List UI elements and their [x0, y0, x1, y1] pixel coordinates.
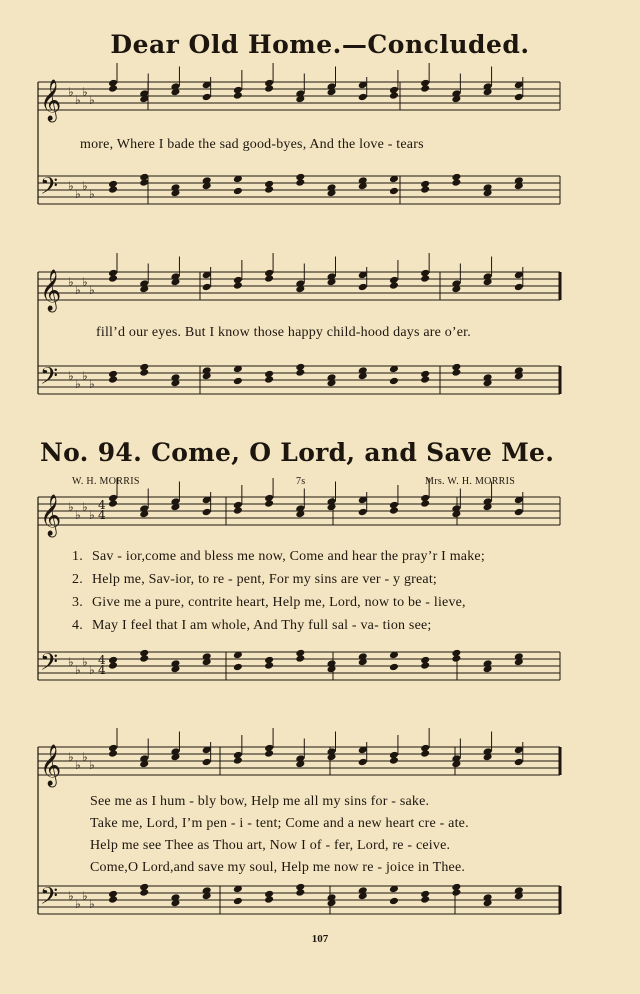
svg-text:♭: ♭ — [75, 93, 81, 107]
svg-text:𝄞: 𝄞 — [40, 80, 62, 121]
svg-text:♭: ♭ — [68, 85, 74, 99]
svg-text:♭: ♭ — [89, 663, 95, 677]
svg-text:4: 4 — [98, 498, 106, 512]
verse-number: 3. — [72, 595, 83, 610]
svg-text:♭: ♭ — [89, 758, 95, 772]
svg-text:𝄢: 𝄢 — [40, 648, 59, 681]
svg-text:♭: ♭ — [75, 508, 81, 522]
svg-text:♭: ♭ — [82, 275, 88, 289]
verse-line: Come,O Lord,and save my soul, Help me now re - joice in Thee. — [90, 860, 466, 875]
verse-text: Sav - ior,come and bless me now, Come and hear the pray’r I make; — [92, 549, 485, 564]
verse-line: Help me see Thee as Thou art, Now I of - fer, Lord, re - ceive. — [90, 838, 451, 853]
verse-line — [72, 595, 466, 611]
svg-text:♭: ♭ — [75, 283, 81, 297]
svg-text:♭: ♭ — [75, 187, 81, 201]
svg-text:♭: ♭ — [82, 369, 88, 383]
svg-text:♭: ♭ — [89, 377, 95, 391]
svg-text:♭: ♭ — [82, 889, 88, 903]
svg-text:𝄞: 𝄞 — [40, 270, 62, 311]
svg-text:♭: ♭ — [82, 500, 88, 514]
svg-text:♭: ♭ — [89, 93, 95, 107]
svg-text:♭: ♭ — [68, 179, 74, 193]
verse-number: 1. — [72, 549, 83, 564]
svg-text:♭: ♭ — [82, 179, 88, 193]
svg-text:♭: ♭ — [75, 663, 81, 677]
verse-line — [72, 572, 437, 588]
svg-text:4: 4 — [98, 653, 106, 667]
svg-text:♭: ♭ — [82, 655, 88, 669]
svg-text:♭: ♭ — [89, 897, 95, 911]
svg-text:♭: ♭ — [68, 655, 74, 669]
verse-line — [72, 549, 485, 565]
svg-text:𝄢: 𝄢 — [40, 172, 59, 205]
verse-text: Give me a pure, contrite heart, Help me, Lord, now to be - lieve, — [92, 595, 466, 610]
svg-text:♭: ♭ — [89, 508, 95, 522]
svg-text:♭: ♭ — [68, 500, 74, 514]
verse-text: Help me, Sav-ior, to re - pent, For my sins are ver - y great; — [92, 572, 438, 587]
svg-text:♭: ♭ — [89, 283, 95, 297]
verse-line: Take me, Lord, I’m pen - i - tent; Come and a new heart cre - ate. — [90, 816, 469, 831]
verse-text: May I feel that I am whole, And Thy full sal - va- tion see; — [92, 618, 432, 633]
svg-text:♭: ♭ — [75, 758, 81, 772]
svg-text:♭: ♭ — [75, 377, 81, 391]
verse-line: See me as I hum - bly bow, Help me all my sins for - sake. — [90, 794, 430, 809]
continued-title: Dear Old Home.—Concluded. — [110, 30, 530, 59]
svg-text:♭: ♭ — [68, 889, 74, 903]
meter-label: 7s — [296, 476, 306, 487]
svg-text:♭: ♭ — [68, 369, 74, 383]
svg-text:4: 4 — [98, 663, 106, 677]
svg-text:♭: ♭ — [68, 750, 74, 764]
hymn-title: No. 94. Come, O Lord, and Save Me. — [40, 438, 555, 467]
verse-number: 2. — [72, 572, 83, 587]
svg-text:♭: ♭ — [75, 897, 81, 911]
page-number: 107 — [311, 933, 329, 945]
composer-credit: W. H. MORRIS — [72, 476, 140, 487]
svg-text:4: 4 — [98, 508, 106, 522]
svg-text:𝄞: 𝄞 — [40, 495, 62, 536]
svg-text:♭: ♭ — [82, 85, 88, 99]
svg-text:♭: ♭ — [68, 275, 74, 289]
lyric-line: more, Where I bade the sad good-byes, And the love - tears — [80, 137, 424, 152]
author-credit: Mrs. W. H. MORRIS — [425, 476, 516, 487]
svg-text:♭: ♭ — [89, 187, 95, 201]
verse-line — [72, 618, 432, 634]
svg-text:𝄢: 𝄢 — [40, 882, 59, 915]
svg-text:♭: ♭ — [82, 750, 88, 764]
svg-text:𝄢: 𝄢 — [40, 362, 59, 395]
verse-number: 4. — [72, 618, 83, 633]
svg-text:𝄞: 𝄞 — [40, 745, 62, 786]
lyric-line: fill’d our eyes. But I know those happy child-hood days are o’er. — [96, 325, 471, 340]
